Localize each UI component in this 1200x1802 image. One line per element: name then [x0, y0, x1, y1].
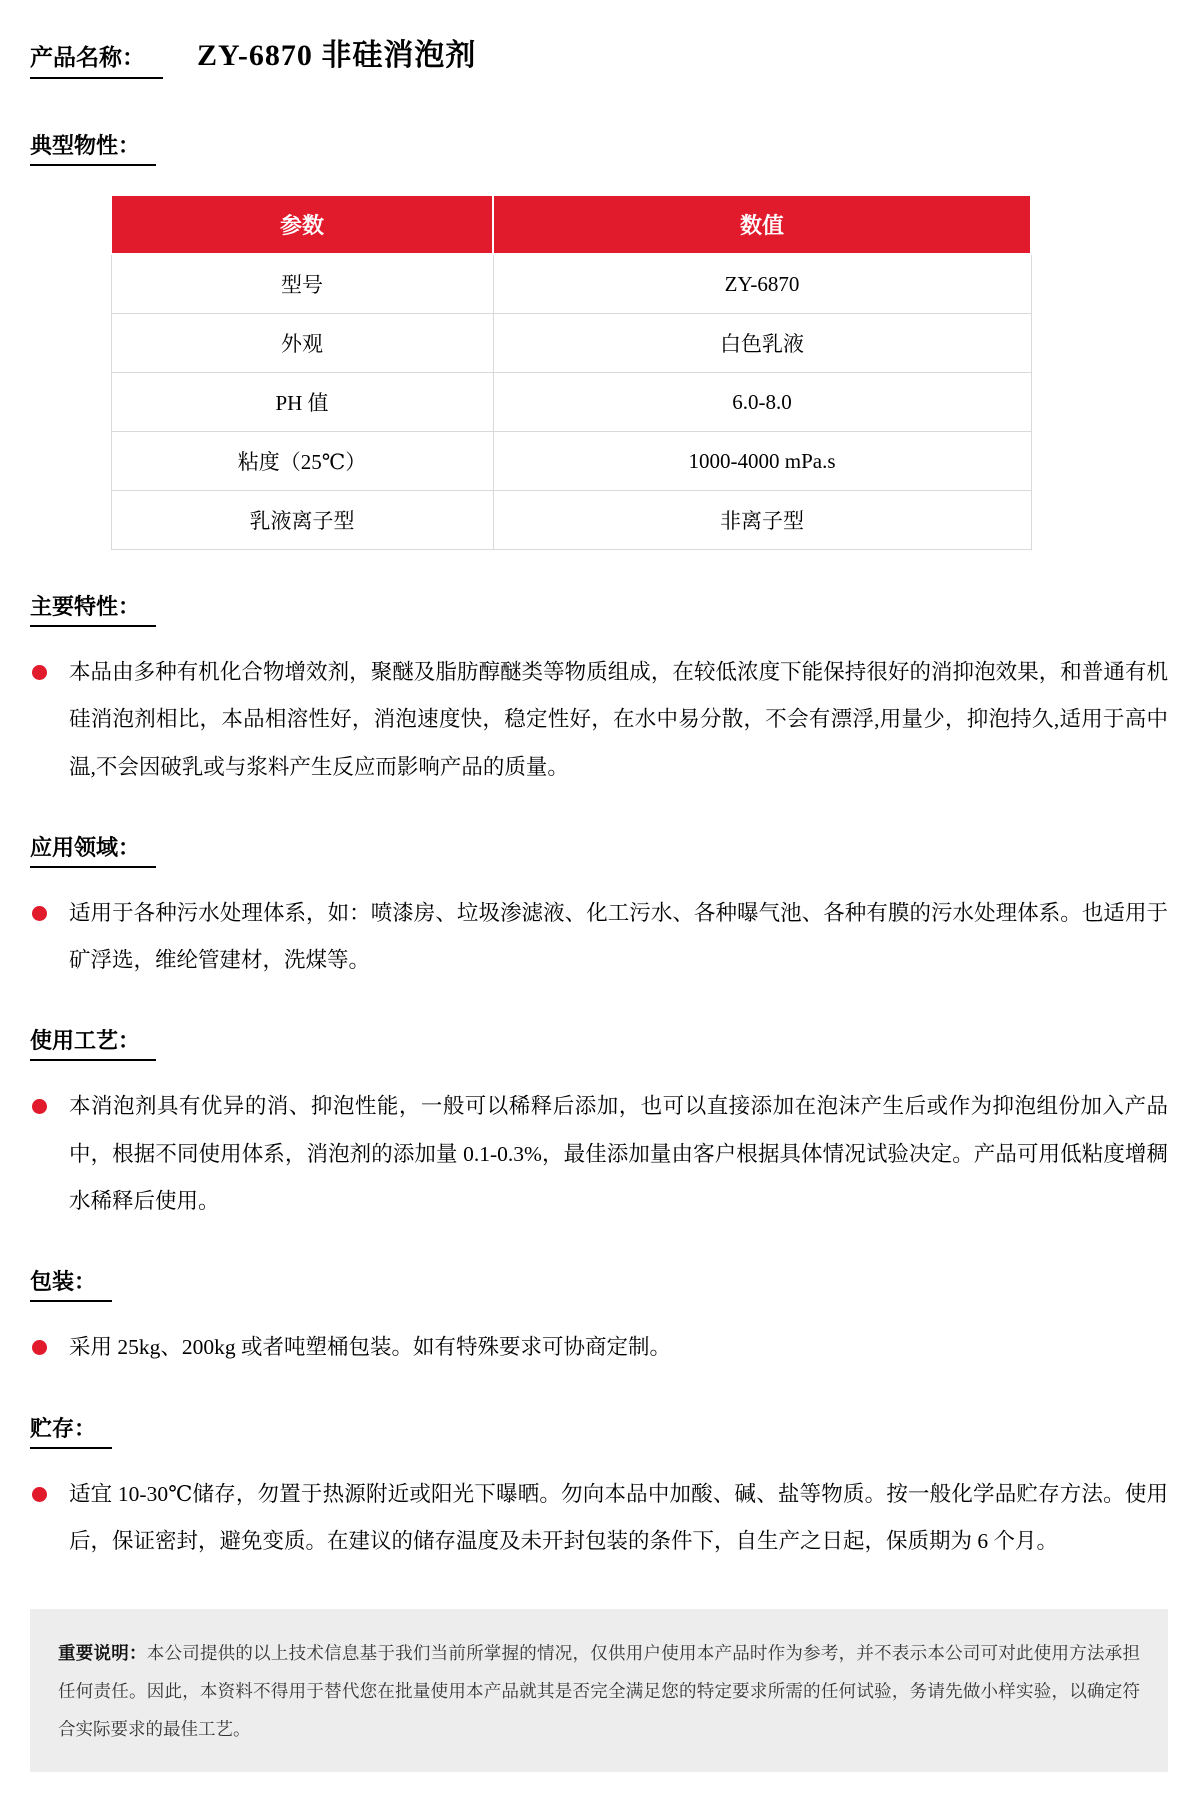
bullet-icon: [32, 665, 47, 680]
table-cell-value: ZY-6870: [493, 254, 1031, 314]
table-row: [111, 373, 1031, 432]
table-header-row: [111, 195, 1031, 254]
properties-table: [110, 194, 1032, 550]
properties-heading-text: 典型物性：: [30, 129, 156, 166]
section-heading-text: 贮存：: [30, 1412, 112, 1449]
section-heading-usage: [30, 1024, 1168, 1061]
bullet-text: 适用于各种污水处理体系，如：喷漆房、垃圾渗滤液、化工污水、各种曝气池、各种有膜的污水处理体系。也适用于矿浮选，维纶管建材，洗煤等。: [69, 900, 1168, 973]
section-heading-packaging: [30, 1265, 1168, 1302]
bullet-icon: [32, 1340, 47, 1355]
table-cell-value: 1000-4000 mPa.s: [493, 432, 1031, 491]
table-cell-value: 白色乳液: [493, 314, 1031, 373]
table-cell-parameter: 型号: [111, 254, 493, 314]
product-name-value: ZY-6870 非硅消泡剂: [197, 39, 477, 72]
bullet-item: [30, 1471, 1168, 1566]
table-cell-value: 非离子型: [493, 491, 1031, 550]
table-cell-value: 6.0-8.0: [493, 373, 1031, 432]
bullet-item: [30, 1083, 1168, 1225]
product-title-row: [30, 30, 1168, 79]
table-header-value: 数值: [493, 195, 1031, 254]
bullet-item: [30, 890, 1168, 985]
table-header-parameter: 参数: [111, 195, 493, 254]
product-name-label: 产品名称：: [30, 39, 163, 79]
bullet-text: 采用 25kg、200kg 或者吨塑桶包装。如有特殊要求可协商定制。: [69, 1335, 672, 1360]
bullet-text: 本品由多种有机化合物增效剂，聚醚及脂肪醇醚类等物质组成，在较低浓度下能保持很好的消抑泡效果，和普通有机硅消泡剂相比，本品相溶性好，消泡速度快，稳定性好，在水中易分散，不会有漂浮,用量少，抑泡持久,适用于高中温,不会因破乳或与浆料产生反应而影响产品的质量。: [69, 660, 1168, 779]
bullet-icon: [32, 1099, 47, 1114]
bullet-item: [30, 1324, 1168, 1371]
disclaimer-label: 重要说明：: [58, 1643, 147, 1664]
section-heading-applications: [30, 831, 1168, 868]
table-row: [111, 314, 1031, 373]
section-heading-text: 主要特性：: [30, 590, 156, 627]
bullet-icon: [32, 1487, 47, 1502]
table-row: [111, 432, 1031, 491]
disclaimer-box: [30, 1609, 1168, 1772]
bullet-icon: [32, 906, 47, 921]
table-row: [111, 254, 1031, 314]
bullet-text: 本消泡剂具有优异的消、抑泡性能，一般可以稀释后添加，也可以直接添加在泡沫产生后或作为抑泡组份加入产品中，根据不同使用体系，消泡剂的添加量 0.1-0.3%，最佳添加量由客户根据具体情况试验决定。产品可用低粘度增稠水稀释后使用。: [69, 1094, 1168, 1214]
section-heading-text: 应用领域：: [30, 831, 156, 868]
section-heading-storage: [30, 1412, 1168, 1449]
table-cell-parameter: 乳液离子型: [111, 491, 493, 550]
section-heading-features: [30, 590, 1168, 627]
section-heading-text: 包装：: [30, 1265, 112, 1302]
properties-section-heading: [30, 129, 1168, 166]
section-heading-text: 使用工艺：: [30, 1024, 156, 1061]
table-row: [111, 491, 1031, 550]
disclaimer-text: 本公司提供的以上技术信息基于我们当前所掌握的情况，仅供用户使用本产品时作为参考，并不表示本公司可对此使用方法承担任何责任。因此，本资料不得用于替代您在批量使用本产品就其是否完全满足您的特定要求所需的任何试验，务请先做小样实验，以确定符合实际要求的最佳工艺。: [58, 1643, 1141, 1739]
table-cell-parameter: PH 值: [111, 373, 493, 432]
bullet-text: 适宜 10-30℃储存，勿置于热源附近或阳光下曝晒。勿向本品中加酸、碱、盐等物质。按一般化学品贮存方法。使用后，保证密封，避免变质。在建议的储存温度及未开封包装的条件下，自生产之日起，保质期为 6 个月。: [69, 1481, 1168, 1553]
bullet-item: [30, 649, 1168, 791]
table-cell-parameter: 外观: [111, 314, 493, 373]
table-cell-parameter: 粘度（25℃）: [111, 432, 493, 491]
